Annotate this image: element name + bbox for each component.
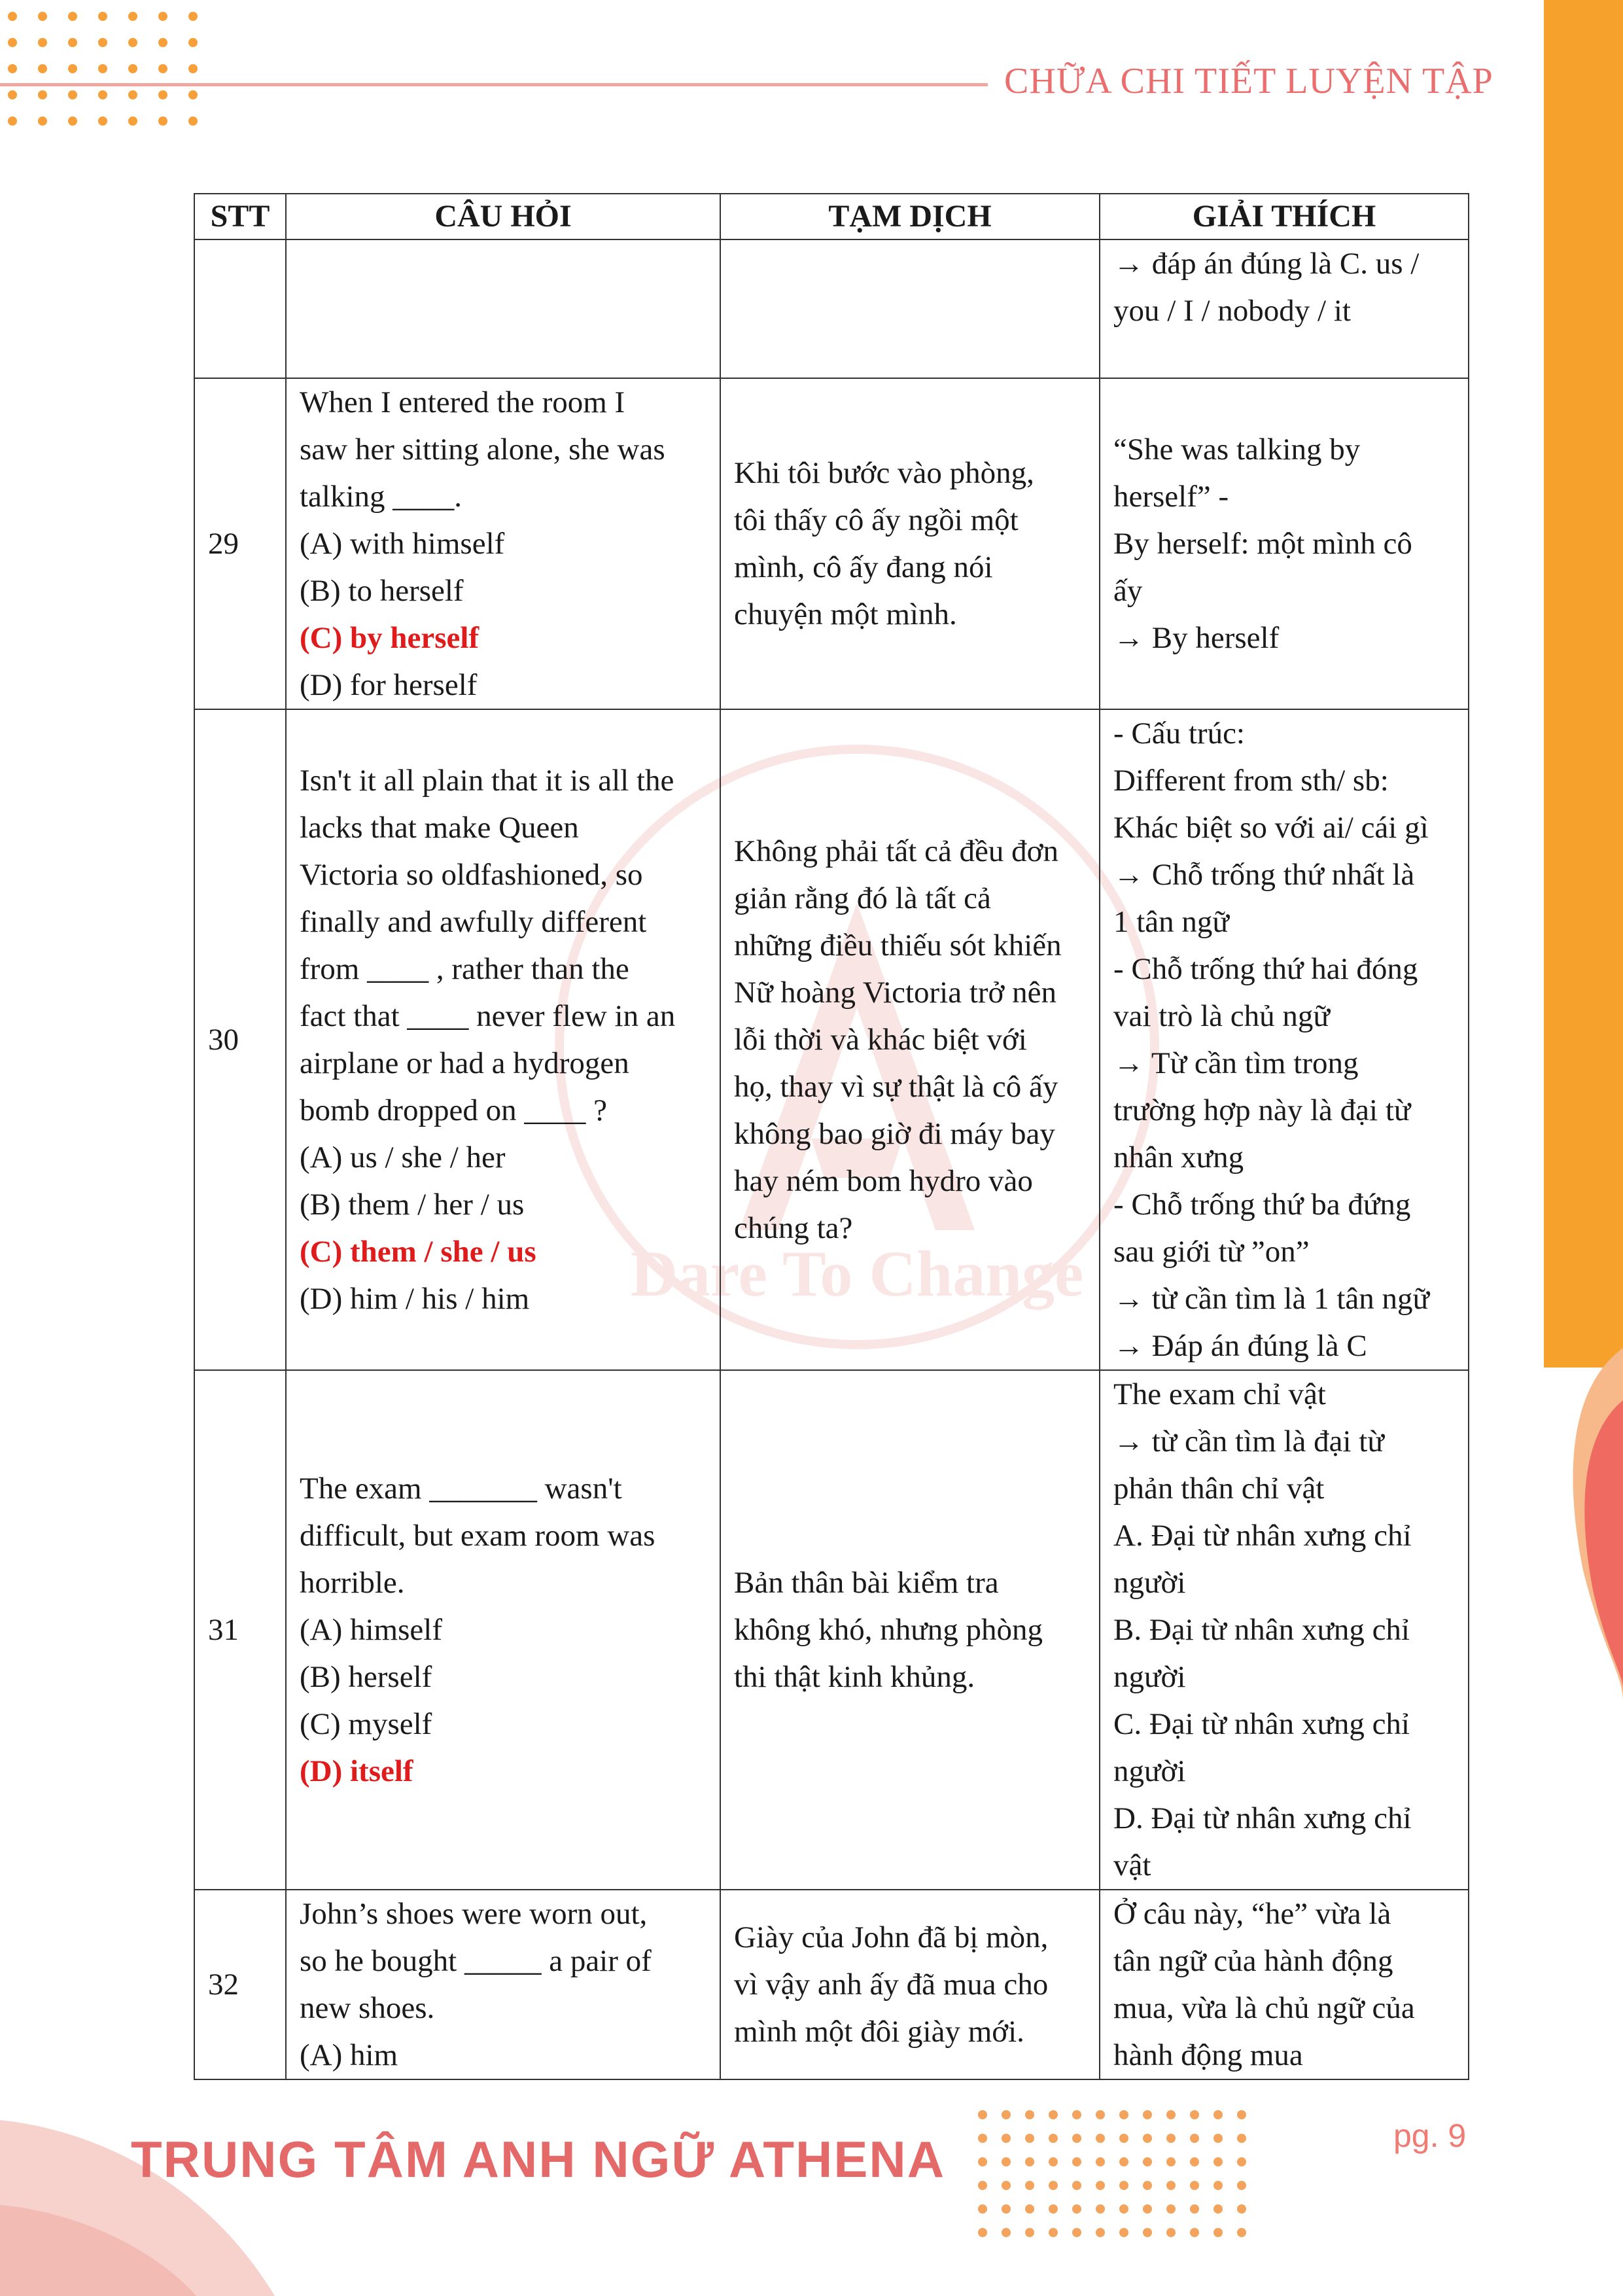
explain-line: - Cấu trúc:: [1113, 716, 1245, 751]
decorative-dot: [1119, 2110, 1128, 2119]
cell-question: [286, 239, 720, 378]
cell-explanation: [1100, 1370, 1469, 1890]
question-number: 31: [194, 1370, 286, 1890]
translation-line: vì vậy anh ấy đã mua cho: [734, 1968, 1049, 2002]
explain-line: Ở câu này, “he” vừa là: [1113, 1897, 1391, 1931]
translation-line: Giày của John đã bị mòn,: [734, 1920, 1049, 1954]
cell-translation: [720, 239, 1100, 378]
decorative-dot: [1096, 2134, 1105, 2143]
decorative-dot: [1237, 2228, 1246, 2237]
question-line: airplane or had a hydrogen: [300, 1046, 629, 1080]
decorative-dot: [1002, 2157, 1011, 2166]
explain-line: → Đáp án đúng là C: [1113, 1329, 1367, 1363]
explain-line: herself” -: [1113, 480, 1229, 514]
decorative-dot: [1119, 2228, 1128, 2237]
explain-line: người: [1113, 1660, 1186, 1694]
cell-question: [286, 709, 720, 1370]
explain-line: Different from sth/ sb:: [1113, 764, 1389, 798]
decorative-dot: [38, 116, 47, 126]
cell-question: [286, 1890, 720, 2079]
decorative-dot: [1166, 2157, 1176, 2166]
decorative-dot: [1002, 2134, 1011, 2143]
explain-line: → Chỗ trống thứ nhất là: [1113, 858, 1415, 892]
decorative-dot: [1002, 2181, 1011, 2190]
question-line: so he bought _____ a pair of: [300, 1944, 652, 1978]
decorative-dot: [1237, 2134, 1246, 2143]
explain-line: B. Đại từ nhân xưng chỉ: [1113, 1613, 1410, 1647]
translation-line: giản rằng đó là tất cả: [734, 881, 991, 915]
header-explanation: GIẢI THÍCH: [1100, 194, 1469, 239]
decorative-dot: [1213, 2181, 1223, 2190]
question-line: The exam _______ wasn't: [300, 1472, 622, 1506]
decorative-dot: [1143, 2157, 1152, 2166]
explain-line: nhân xưng: [1113, 1140, 1244, 1174]
decorative-dot: [8, 12, 17, 21]
decorative-dot: [1072, 2204, 1081, 2214]
question-number: 30: [194, 709, 286, 1370]
explain-line: → từ cần tìm là đại từ: [1113, 1424, 1384, 1458]
question-line: bomb dropped on ____ ?: [300, 1093, 607, 1127]
right-decorative-strip: [1544, 0, 1623, 2296]
decorative-dot: [188, 64, 198, 73]
translation-line: lỗi thời và khác biệt với: [734, 1023, 1027, 1057]
decorative-dot: [38, 38, 47, 47]
explain-line: người: [1113, 1754, 1186, 1788]
decorative-dot: [128, 116, 137, 126]
table-row-29: [194, 378, 1469, 709]
decorative-dot: [1025, 2110, 1034, 2119]
decorative-dot: [98, 38, 107, 47]
decorative-dot: [1072, 2134, 1081, 2143]
footer-brand: TRUNG TÂM ANH NGỮ ATHENA: [131, 2130, 946, 2188]
translation-line: không khó, nhưng phòng: [734, 1613, 1043, 1647]
decorative-dot: [1119, 2134, 1128, 2143]
explain-line: you / I / nobody / it: [1113, 294, 1351, 328]
option-b: (B) to herself: [300, 574, 464, 608]
explain-line: → By herself: [1113, 621, 1280, 655]
table-row-continuation: [194, 239, 1469, 378]
decorative-dot: [1002, 2204, 1011, 2214]
option-c-correct: (C) them / she / us: [300, 1235, 536, 1269]
translation-line: thi thật kinh khủng.: [734, 1660, 975, 1694]
table-header-row: [194, 194, 1469, 239]
decorative-dot: [158, 64, 167, 73]
cell-num: [194, 239, 286, 378]
decorative-dot: [1143, 2110, 1152, 2119]
question-number: 32: [194, 1890, 286, 2079]
decorative-dot: [1213, 2134, 1223, 2143]
explain-line: tân ngữ của hành động: [1113, 1944, 1393, 1978]
decorative-dot: [1119, 2181, 1128, 2190]
decorative-dot: [68, 116, 77, 126]
cell-translation: [720, 709, 1100, 1370]
decorative-dot: [128, 64, 137, 73]
decorative-dot: [188, 12, 198, 21]
cell-explanation: [1100, 1890, 1469, 2079]
cell-question: [286, 378, 720, 709]
decorative-dot: [1237, 2110, 1246, 2119]
decorative-dot: [1119, 2157, 1128, 2166]
question-line: new shoes.: [300, 1991, 435, 2025]
decorative-dot: [1190, 2181, 1199, 2190]
explain-line: 1 tân ngữ: [1113, 905, 1229, 939]
option-a: (A) himself: [300, 1613, 442, 1647]
decorative-dot: [68, 90, 77, 99]
cell-question: [286, 1370, 720, 1890]
decorative-dot: [158, 12, 167, 21]
decorative-dot: [98, 64, 107, 73]
decorative-dot: [1166, 2134, 1176, 2143]
decorative-dot: [8, 64, 17, 73]
decorative-dots-bottom: [978, 2110, 1246, 2237]
decorative-dot: [1049, 2110, 1058, 2119]
question-line: from ____ , rather than the: [300, 952, 629, 986]
option-d: (D) for herself: [300, 668, 478, 702]
question-line: fact that ____ never flew in an: [300, 999, 676, 1033]
decorative-dot: [1237, 2204, 1246, 2214]
explain-line: - Chỗ trống thứ ba đứng: [1113, 1188, 1411, 1222]
decorative-dot: [1049, 2204, 1058, 2214]
decorative-dot: [1002, 2228, 1011, 2237]
cell-explanation: [1100, 239, 1469, 378]
cell-explanation: [1100, 378, 1469, 709]
question-line: saw her sitting alone, she was: [300, 433, 665, 467]
decorative-dot: [1049, 2181, 1058, 2190]
page-header-title: CHỮA CHI TIẾT LUYỆN TẬP: [1004, 61, 1493, 101]
decorative-dot: [1190, 2228, 1199, 2237]
decorative-dot: [1049, 2157, 1058, 2166]
explain-line: sau giới từ ”on”: [1113, 1235, 1310, 1269]
decorative-dot: [188, 116, 198, 126]
decorative-dot: [1025, 2134, 1034, 2143]
decorative-dot: [68, 64, 77, 73]
question-line: Victoria so oldfashioned, so: [300, 858, 643, 892]
header-rule: [0, 83, 988, 86]
decorative-dot: [188, 38, 198, 47]
cell-translation: [720, 378, 1100, 709]
watermark-text: Dare To Change: [630, 1237, 1084, 1310]
explain-line: - Chỗ trống thứ hai đóng: [1113, 952, 1418, 986]
explain-line: vật: [1113, 1848, 1151, 1882]
translation-line: Khi tôi bước vào phòng,: [734, 456, 1034, 490]
translation-line: mình một đôi giày mới.: [734, 2015, 1024, 2049]
decorative-dot: [98, 12, 107, 21]
decorative-dot: [1119, 2204, 1128, 2214]
decorative-dot: [978, 2134, 987, 2143]
cell-translation: [720, 1370, 1100, 1890]
decorative-dot: [1072, 2228, 1081, 2237]
decorative-dot: [1049, 2134, 1058, 2143]
option-b: (B) herself: [300, 1660, 432, 1694]
decorative-dot: [128, 12, 137, 21]
cell-translation: [720, 1890, 1100, 2079]
question-line: John’s shoes were worn out,: [300, 1897, 648, 1931]
option-d: (D) him / his / him: [300, 1282, 530, 1316]
decorative-dot: [1213, 2204, 1223, 2214]
table-row-32: [194, 1890, 1469, 2079]
decorative-dot: [158, 116, 167, 126]
question-line: finally and awfully different: [300, 905, 647, 939]
decorative-dot: [8, 90, 17, 99]
question-line: horrible.: [300, 1566, 405, 1600]
decorative-dot: [1143, 2134, 1152, 2143]
explain-line: mua, vừa là chủ ngữ của: [1113, 1991, 1415, 2025]
decorative-dot: [158, 38, 167, 47]
translation-line: không bao giờ đi máy bay: [734, 1117, 1055, 1151]
question-line: When I entered the room I: [300, 385, 625, 419]
translation-line: tôi thấy cô ấy ngồi một: [734, 503, 1019, 537]
decorative-dot: [1072, 2181, 1081, 2190]
exercise-table: [194, 193, 1469, 2080]
explain-line: vai trò là chủ ngữ: [1113, 999, 1330, 1033]
explain-line: hành động mua: [1113, 2038, 1303, 2072]
page-number: pg. 9: [1393, 2117, 1467, 2154]
decorative-dot: [1096, 2228, 1105, 2237]
decorative-dot: [1143, 2181, 1152, 2190]
option-a: (A) him: [300, 2038, 398, 2072]
decorative-dot: [1096, 2181, 1105, 2190]
question-line: lacks that make Queen: [300, 811, 579, 845]
decorative-dot: [1049, 2228, 1058, 2237]
decorative-dot: [978, 2110, 987, 2119]
decorative-dot: [188, 90, 198, 99]
explain-line: trường hợp này là đại từ: [1113, 1093, 1411, 1127]
decorative-dot: [1166, 2181, 1176, 2190]
decorative-dot: [158, 90, 167, 99]
decorative-dot: [1025, 2181, 1034, 2190]
decorative-dot: [1143, 2204, 1152, 2214]
translation-line: mình, cô ấy đang nói: [734, 550, 993, 584]
decorative-dot: [978, 2157, 987, 2166]
decorative-dot: [1072, 2110, 1081, 2119]
decorative-dot: [1166, 2228, 1176, 2237]
decorative-dot: [1213, 2228, 1223, 2237]
explain-line: “She was talking by: [1113, 433, 1361, 467]
decorative-dot: [8, 116, 17, 126]
explain-line: D. Đại từ nhân xưng chỉ: [1113, 1801, 1412, 1835]
decorative-dot: [1072, 2157, 1081, 2166]
question-line: difficult, but exam room was: [300, 1519, 655, 1553]
decorative-dot: [1166, 2110, 1176, 2119]
decorative-dot: [978, 2181, 987, 2190]
header-translation: TẠM DỊCH: [720, 194, 1100, 239]
decorative-dot: [1096, 2204, 1105, 2214]
explain-line: A. Đại từ nhân xưng chỉ: [1113, 1519, 1412, 1553]
decorative-dot: [1143, 2228, 1152, 2237]
table-row-31: [194, 1370, 1469, 1890]
decorative-dot: [1002, 2110, 1011, 2119]
decorative-dot: [68, 38, 77, 47]
translation-line: Bản thân bài kiểm tra: [734, 1566, 999, 1600]
decorative-dot: [98, 90, 107, 99]
option-d-correct: (D) itself: [300, 1754, 413, 1788]
decorative-dot: [1213, 2157, 1223, 2166]
translation-line: Nữ hoàng Victoria trở nên: [734, 976, 1057, 1010]
decorative-dot: [1190, 2157, 1199, 2166]
decorative-dot: [38, 64, 47, 73]
header-stt: STT: [194, 194, 286, 239]
explain-line: C. Đại từ nhân xưng chỉ: [1113, 1707, 1410, 1741]
decorative-dot: [1190, 2204, 1199, 2214]
decorative-dot: [1025, 2228, 1034, 2237]
decorative-dot: [1096, 2110, 1105, 2119]
decorative-dot: [128, 90, 137, 99]
translation-line: chúng ta?: [734, 1211, 853, 1245]
decorative-dot: [1213, 2110, 1223, 2119]
option-a: (A) with himself: [300, 527, 505, 561]
decorative-dot: [1096, 2157, 1105, 2166]
table-row-30: [194, 709, 1469, 1370]
explain-line: The exam chỉ vật: [1113, 1377, 1326, 1411]
question-line: talking ____.: [300, 480, 462, 514]
decorative-dot: [38, 90, 47, 99]
option-a: (A) us / she / her: [300, 1140, 506, 1174]
explain-line: ấy: [1113, 574, 1143, 608]
explain-line: → từ cần tìm là 1 tân ngữ: [1113, 1282, 1429, 1316]
explain-line: → đáp án đúng là C. us /: [1113, 247, 1420, 281]
option-c: (C) myself: [300, 1707, 432, 1741]
question-number: 29: [194, 378, 286, 709]
translation-line: hay ném bom hydro vào: [734, 1164, 1033, 1198]
option-b: (B) them / her / us: [300, 1188, 525, 1222]
explain-line: người: [1113, 1566, 1186, 1600]
decorative-dots-top-left: [8, 12, 198, 126]
decorative-dot: [68, 12, 77, 21]
explain-line: Khác biệt so với ai/ cái gì: [1113, 811, 1429, 845]
translation-line: Không phải tất cả đều đơn: [734, 834, 1059, 868]
decorative-dot: [978, 2204, 987, 2214]
translation-line: những điều thiếu sót khiến: [734, 928, 1062, 963]
decorative-dot: [1237, 2181, 1246, 2190]
decorative-dot: [978, 2228, 987, 2237]
footer-decoration: [0, 2094, 497, 2296]
decorative-dot: [38, 12, 47, 21]
decorative-dot: [8, 38, 17, 47]
decorative-dot: [1237, 2157, 1246, 2166]
explain-line: By herself: một mình cô: [1113, 527, 1412, 561]
translation-line: họ, thay vì sự thật là cô ấy: [734, 1070, 1058, 1104]
decorative-dot: [128, 38, 137, 47]
explain-line: → Từ cần tìm trong: [1113, 1046, 1359, 1080]
decorative-dot: [1025, 2204, 1034, 2214]
decorative-dot: [1166, 2204, 1176, 2214]
decorative-dot: [1025, 2157, 1034, 2166]
option-c-correct: (C) by herself: [300, 621, 480, 655]
translation-line: chuyện một mình.: [734, 597, 957, 631]
explain-line: phản thân chỉ vật: [1113, 1472, 1325, 1506]
decorative-dot: [1190, 2110, 1199, 2119]
header-question: CÂU HỎI: [286, 194, 720, 239]
decorative-dot: [1190, 2134, 1199, 2143]
cell-explanation: [1100, 709, 1469, 1370]
decorative-dot: [98, 116, 107, 126]
question-line: Isn't it all plain that it is all the: [300, 764, 674, 798]
